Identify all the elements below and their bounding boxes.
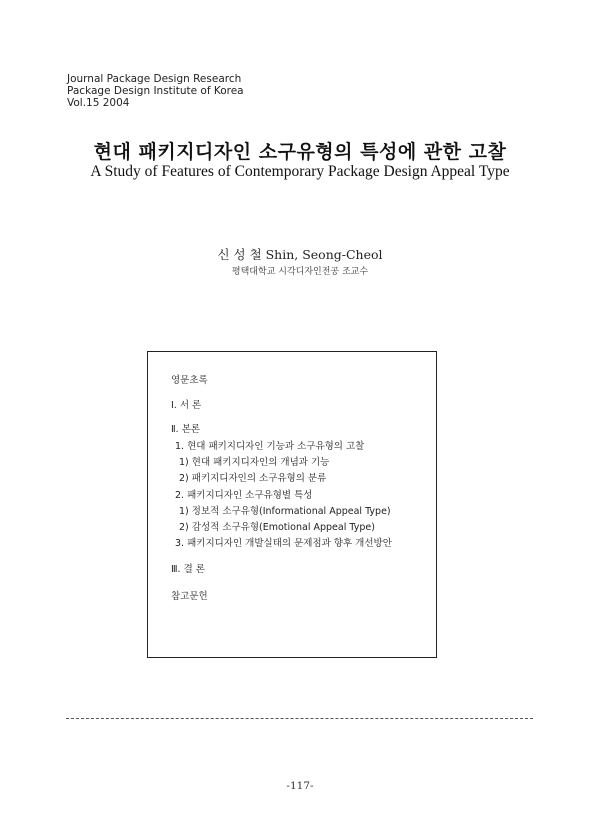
author-name: 신 성 철 Shin, Seong-Cheol xyxy=(217,247,383,262)
toc-introduction: Ⅰ. 서 론 xyxy=(171,400,202,411)
page-number: -117- xyxy=(286,780,314,792)
paper-title-english: A Study of Features of Contemporary Package Design Appeal Type xyxy=(90,163,510,180)
toc-references: 참고문헌 xyxy=(171,591,208,602)
toc-conclusion: Ⅲ. 결 론 xyxy=(171,564,205,575)
footer-divider xyxy=(66,718,533,719)
toc-subsection-2-2: 2) 감성적 소구유형(Emotional Appeal Type) xyxy=(179,522,375,533)
journal-publisher: Package Design Institute of Korea xyxy=(67,85,244,97)
journal-info xyxy=(67,73,244,109)
toc-section-3: 3. 패키지디자인 개발실태의 문제점과 향후 개선방안 xyxy=(175,538,392,549)
journal-volume: Vol.15 2004 xyxy=(67,97,130,109)
toc-section-2: 2. 패키지디자인 소구유형별 특성 xyxy=(175,490,313,501)
paper-title-korean: 현대 패키지디자인 소구유형의 특성에 관한 고찰 xyxy=(93,141,507,163)
author-affiliation: 평택대학교 시각디자인전공 조교수 xyxy=(231,267,369,277)
toc-abstract: 영문초록 xyxy=(171,375,208,386)
toc-subsection-1-2: 2) 패키지디자인의 소구유형의 분류 xyxy=(179,473,327,484)
toc-section-1: 1. 현대 패키지디자인 기능과 소구유형의 고찰 xyxy=(175,441,365,452)
toc-body: Ⅱ. 본론 xyxy=(171,424,201,435)
table-of-contents xyxy=(147,351,437,658)
toc-subsection-2-1: 1) 정보적 소구유형(Informational Appeal Type) xyxy=(179,506,391,517)
journal-name: Journal Package Design Research xyxy=(67,73,242,85)
toc-subsection-1-1: 1) 현대 패키지디자인의 개념과 기능 xyxy=(179,457,330,468)
